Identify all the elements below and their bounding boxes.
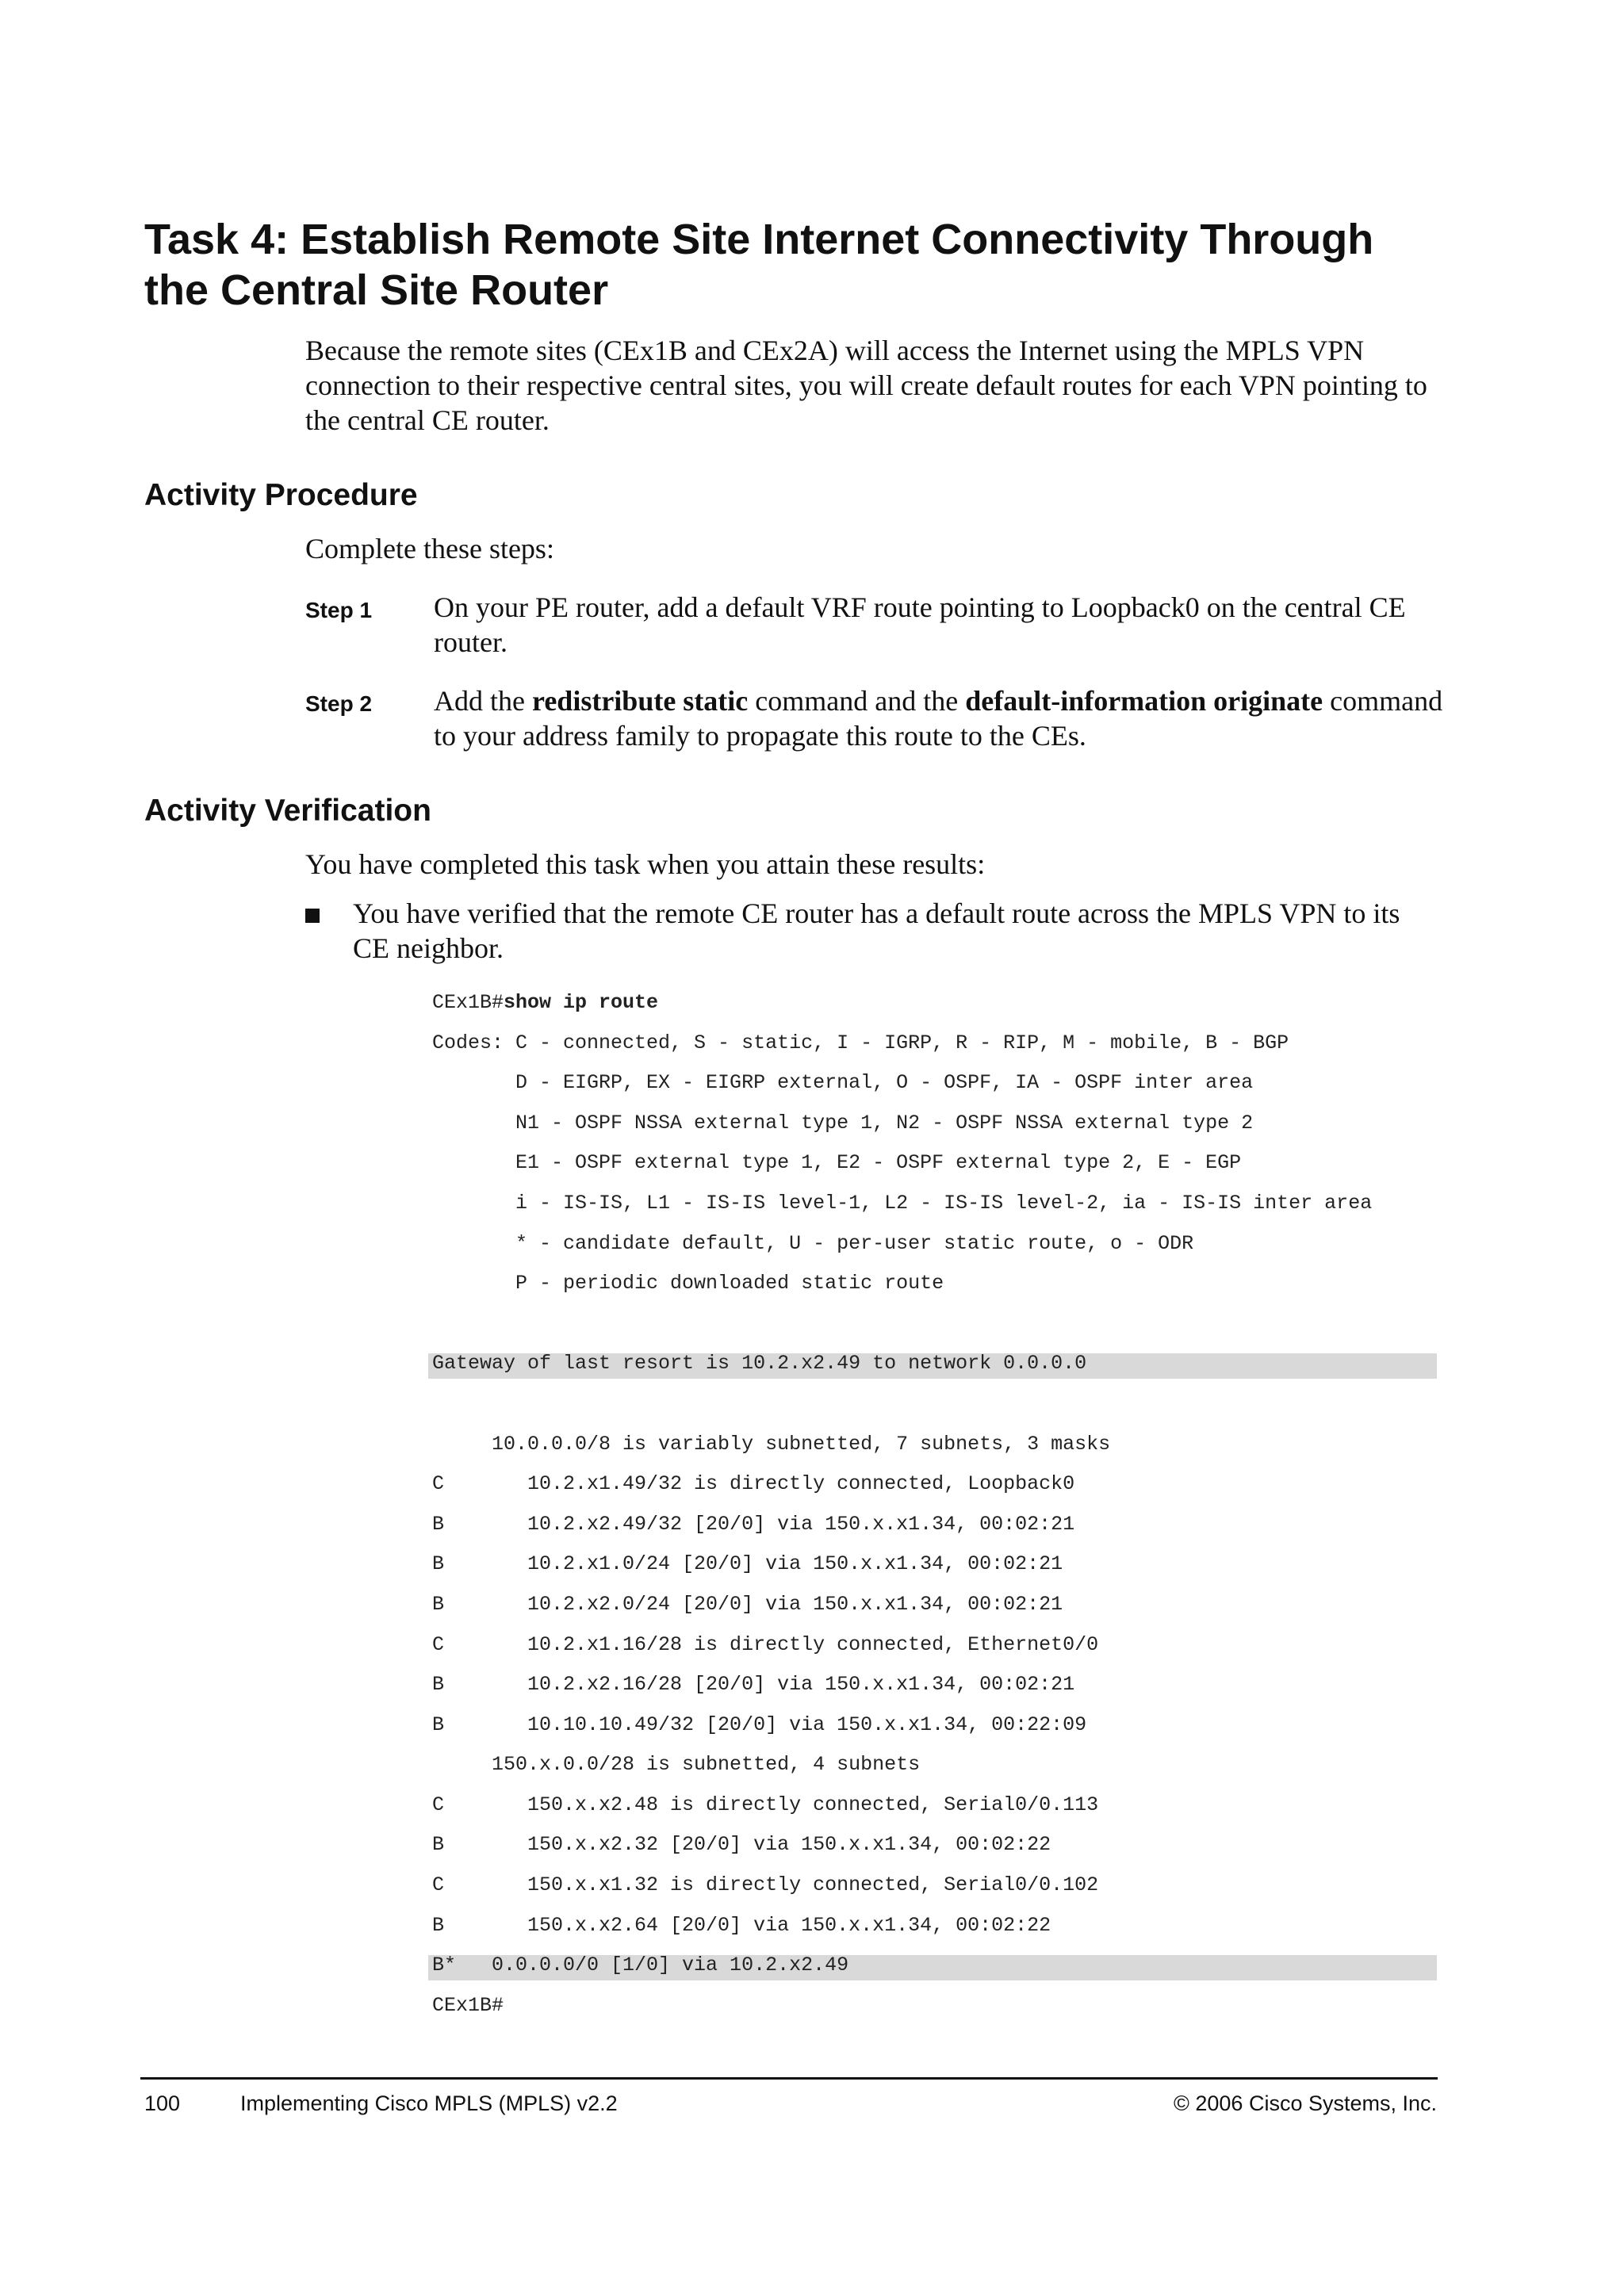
- cli-line: P - periodic downloaded static route: [432, 1272, 944, 1295]
- cli-command: show ip route: [504, 991, 659, 1014]
- cli-line: C 10.2.x1.49/32 is directly connected, Loopback0: [432, 1472, 1075, 1496]
- cli-line-highlighted-default-route: B* 0.0.0.0/0 [1/0] via 10.2.x2.49: [432, 1946, 1455, 1986]
- step-text: [434, 683, 1457, 753]
- cli-line: D - EIGRP, EX - EIGRP external, O - OSPF, IA - OSPF inter area: [432, 1071, 1254, 1095]
- step-text-part: Add the: [434, 685, 532, 717]
- square-bullet-icon: [305, 909, 320, 923]
- intro-paragraph: Because the remote sites (CEx1B and CEx2A) will access the Internet using the MPLS VPN connection to their respective central sites, you will create default routes for each VPN pointing to the central CE router.: [305, 335, 1427, 436]
- cli-line: B 10.2.x2.49/32 [20/0] via 150.x.x1.34, 00:02:21: [432, 1512, 1075, 1536]
- cli-line: 150.x.0.0/28 is subnetted, 4 subnets: [432, 1753, 921, 1777]
- step-text-part: command and the: [748, 685, 966, 717]
- step-text-part: command to your address family to propagate this route to the CEs.: [434, 685, 1443, 752]
- command-default-information-originate: default-information originate: [965, 685, 1323, 717]
- cli-line: * - candidate default, U - per-user static route, o - ODR: [432, 1231, 1194, 1255]
- cli-command-line: [432, 983, 1455, 1024]
- copyright: © 2006 Cisco Systems, Inc.: [1173, 2091, 1437, 2115]
- cli-line: [432, 1304, 1455, 1345]
- verification-lead: You have completed this task when you attain these results:: [305, 848, 986, 880]
- cli-line: B 150.x.x2.64 [20/0] via 150.x.x1.34, 00:02:22: [432, 1913, 1051, 1937]
- bullet-text: You have verified that the remote CE router has a default route across the MPLS VPN to its CE neighbor.: [353, 897, 1400, 964]
- procedure-lead: Complete these steps:: [305, 533, 554, 564]
- cli-line: B 10.2.x2.0/24 [20/0] via 150.x.x1.34, 00:02:21: [432, 1592, 1063, 1616]
- cli-line: 10.0.0.0/8 is variably subnetted, 7 subnets, 3 masks: [432, 1432, 1111, 1456]
- cli-line: C 150.x.x1.32 is directly connected, Serial0/0.102: [432, 1873, 1099, 1897]
- cli-line: C 10.2.x1.16/28 is directly connected, Ethernet0/0: [432, 1632, 1099, 1656]
- cli-line: B 10.10.10.49/32 [20/0] via 150.x.x1.34, 00:22:09: [432, 1712, 1087, 1736]
- footer-rule: [140, 2077, 1438, 2080]
- cli-line: E1 - OSPF external type 1, E2 - OSPF external type 2, E - EGP: [432, 1151, 1242, 1175]
- cli-line: [432, 1384, 1455, 1425]
- step-text: On your PE router, add a default VRF route pointing to Loopback0 on the central CE router.: [434, 591, 1406, 658]
- cli-output: [432, 983, 1455, 2026]
- task-heading: Task 4: Establish Remote Site Internet Connectivity Through the Central Site Router: [144, 216, 1374, 314]
- step-label: Step 2: [305, 691, 373, 716]
- cli-line: N1 - OSPF NSSA external type 1, N2 - OSPF NSSA external type 2: [432, 1111, 1254, 1135]
- cli-line: B 10.2.x1.0/24 [20/0] via 150.x.x1.34, 00:02:21: [432, 1552, 1063, 1576]
- book-title: Implementing Cisco MPLS (MPLS) v2.2: [240, 2091, 618, 2115]
- cli-line: B 10.2.x2.16/28 [20/0] via 150.x.x1.34, 00:02:21: [432, 1673, 1075, 1697]
- cli-line: CEx1B#: [432, 1993, 504, 2017]
- cli-line: i - IS-IS, L1 - IS-IS level-1, L2 - IS-IS level-2, ia - IS-IS inter area: [432, 1191, 1373, 1215]
- command-redistribute-static: redistribute static: [531, 685, 749, 717]
- cli-prompt: CEx1B#: [432, 991, 504, 1014]
- page-number: 100: [144, 2091, 181, 2115]
- verification-heading: Activity Verification: [144, 794, 431, 828]
- cli-line: Codes: C - connected, S - static, I - IGRP, R - RIP, M - mobile, B - BGP: [432, 1031, 1289, 1054]
- cli-line-highlighted-gateway: Gateway of last resort is 10.2.x2.49 to network 0.0.0.0: [432, 1344, 1455, 1384]
- cli-line: B 150.x.x2.32 [20/0] via 150.x.x1.34, 00:02:22: [432, 1833, 1051, 1857]
- cli-line: C 150.x.x2.48 is directly connected, Serial0/0.113: [432, 1793, 1099, 1816]
- step-label: Step 1: [305, 598, 373, 622]
- procedure-heading: Activity Procedure: [144, 478, 418, 512]
